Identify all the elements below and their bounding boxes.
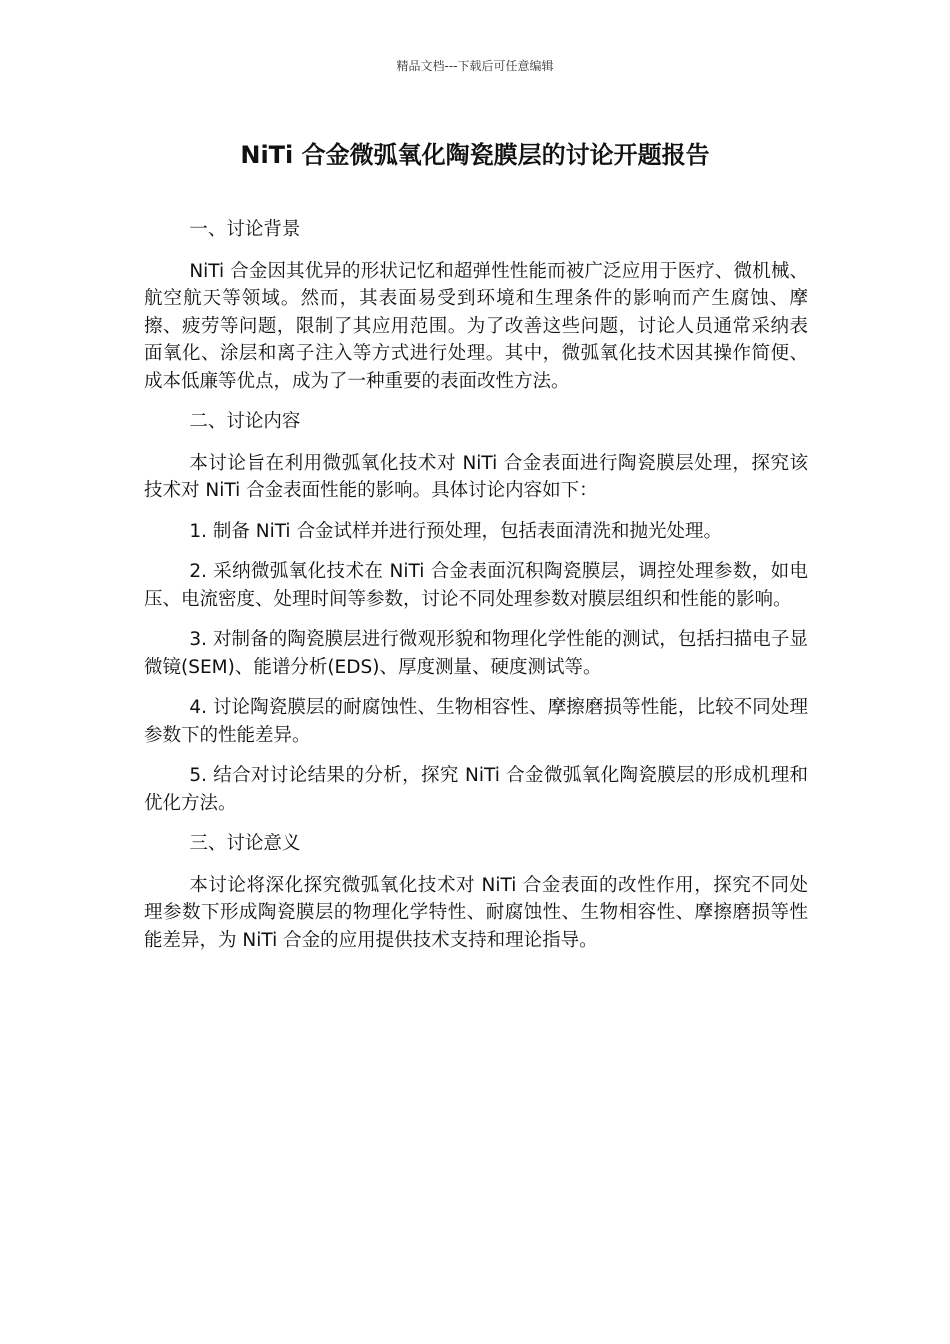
section-heading-significance: 三、讨论意义 [189,833,301,854]
list-item: 5. 结合对讨论结果的分析，探究 NiTi 合金微弧氧化陶瓷膜层的形成机理和优化方法。 [144,765,808,814]
document-body [144,216,808,967]
paragraph-content-intro: 本讨论旨在利用微弧氧化技术对 NiTi 合金表面进行陶瓷膜层处理，探究该技术对 NiTi 合金表面性能的影响。具体讨论内容如下： [144,452,808,501]
list-item: 1. 制备 NiTi 合金试样并进行预处理，包括表面清洗和抛光处理。 [189,520,722,542]
page-header: 精品文档---下载后可任意编辑 [396,59,554,73]
document-title: NiTi 合金微弧氧化陶瓷膜层的讨论开题报告 [240,141,710,169]
section-heading-content: 二、讨论内容 [189,411,301,432]
section-heading-background: 一、讨论背景 [189,219,301,240]
paragraph-significance: 本讨论将深化探究微弧氧化技术对 NiTi 合金表面的改性作用，探究不同处理参数下形成陶瓷膜层的物理化学特性、耐腐蚀性、生物相容性、摩擦磨损等性能差异，为 NiTi 合金的应用提供技术支持和理论指导。 [144,874,808,951]
list-item: 2. 采纳微弧氧化技术在 NiTi 合金表面沉积陶瓷膜层，调控处理参数，如电压、电流密度、处理时间等参数，讨论不同处理参数对膜层组织和性能的影响。 [144,561,808,610]
list-item: 4. 讨论陶瓷膜层的耐腐蚀性、生物相容性、摩擦磨损等性能，比较不同处理参数下的性能差异。 [144,697,808,746]
paragraph-background: NiTi 合金因其优异的形状记忆和超弹性性能而被广泛应用于医疗、微机械、航空航天等领域。然而，其表面易受到环境和生理条件的影响而产生腐蚀、摩擦、疲劳等问题，限制了其应用范围。为了改善这些问题，讨论人员通常采纳表面氧化、涂层和离子注入等方式进行处理。其中，微弧氧化技术因其操作简便、成本低廉等优点，成为了一种重要的表面改性方法。 [144,260,808,392]
list-item: 3. 对制备的陶瓷膜层进行微观形貌和物理化学性能的测试，包括扫描电子显微镜(SEM)、能谱分析(EDS)、厚度测量、硬度测试等。 [144,629,808,678]
